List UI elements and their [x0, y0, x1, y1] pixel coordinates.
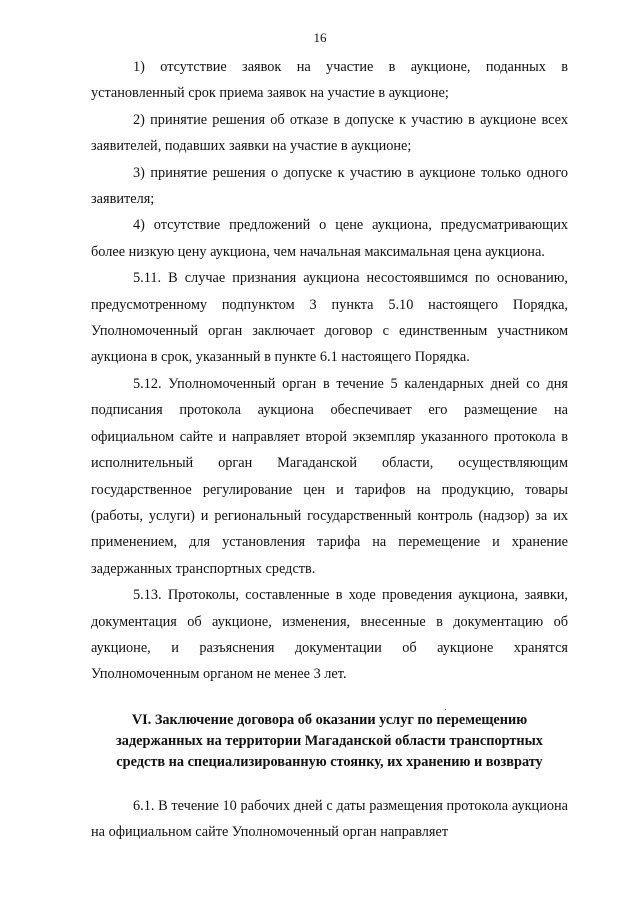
paragraph-5-13: 5.13. Протоколы, составленные в ходе проведения аукциона, заявки, документация об аукционе, изменения, внесенные в документацию об аукционе, и разъяснения документации об аукционе хранятся Уполномоченным органом не менее 3 лет.	[91, 587, 568, 683]
scan-speck	[445, 709, 446, 710]
document-body	[91, 54, 568, 846]
paragraph-item-4: 4) отсутствие предложений о цене аукциона, предусматривающих более низкую цену аукциона, чем начальная максимальная цена аукциона.	[91, 217, 568, 260]
paragraph-5-12: 5.12. Уполномоченный орган в течение 5 календарных дней со дня подписания протокола аукциона обеспечивает его размещение на официальном сайте и направляет второй экземпляр указанного протокола в исполнительный орган Магаданской области, осуществляющим государственное регулирование цен и тарифов на продукцию, товары (работы, услуги) и региональный государственный контроль (надзор) за их применением, для установления тарифа на перемещение и хранение задержанных транспортных средств.	[91, 375, 568, 577]
paragraph-6-1: 6.1. В течение 10 рабочих дней с даты размещения протокола аукциона на официальном сайте Уполномоченный орган направляет	[91, 797, 568, 841]
page-number: 16	[313, 30, 327, 45]
paragraph-item-1: 1) отсутствие заявок на участие в аукционе, поданных в установленный срок приема заявок на участие в аукционе;	[91, 59, 568, 102]
paragraph-item-2: 2) принятие решения об отказе в допуске к участию в аукционе всех заявителей, подавших заявки на участие в аукционе;	[91, 111, 568, 155]
paragraph-5-11: 5.11. В случае признания аукциона несостоявшимся по основанию, предусмотренному подпунктом 3 пункта 5.10 настоящего Порядка, Уполномоченный орган заключает договор с единственным участником аукциона в срок, указанный в пункте 6.1 настоящего Порядка.	[91, 270, 568, 366]
section-heading: VI. Заключение договора об оказании услуг по перемещению задержанных на территории Магаданской области транспортных средств на специализированную стоянку, их хранению и возврату	[116, 711, 543, 770]
paragraph-item-3: 3) принятие решения о допуске к участию в аукционе только одного заявителя;	[91, 164, 568, 208]
